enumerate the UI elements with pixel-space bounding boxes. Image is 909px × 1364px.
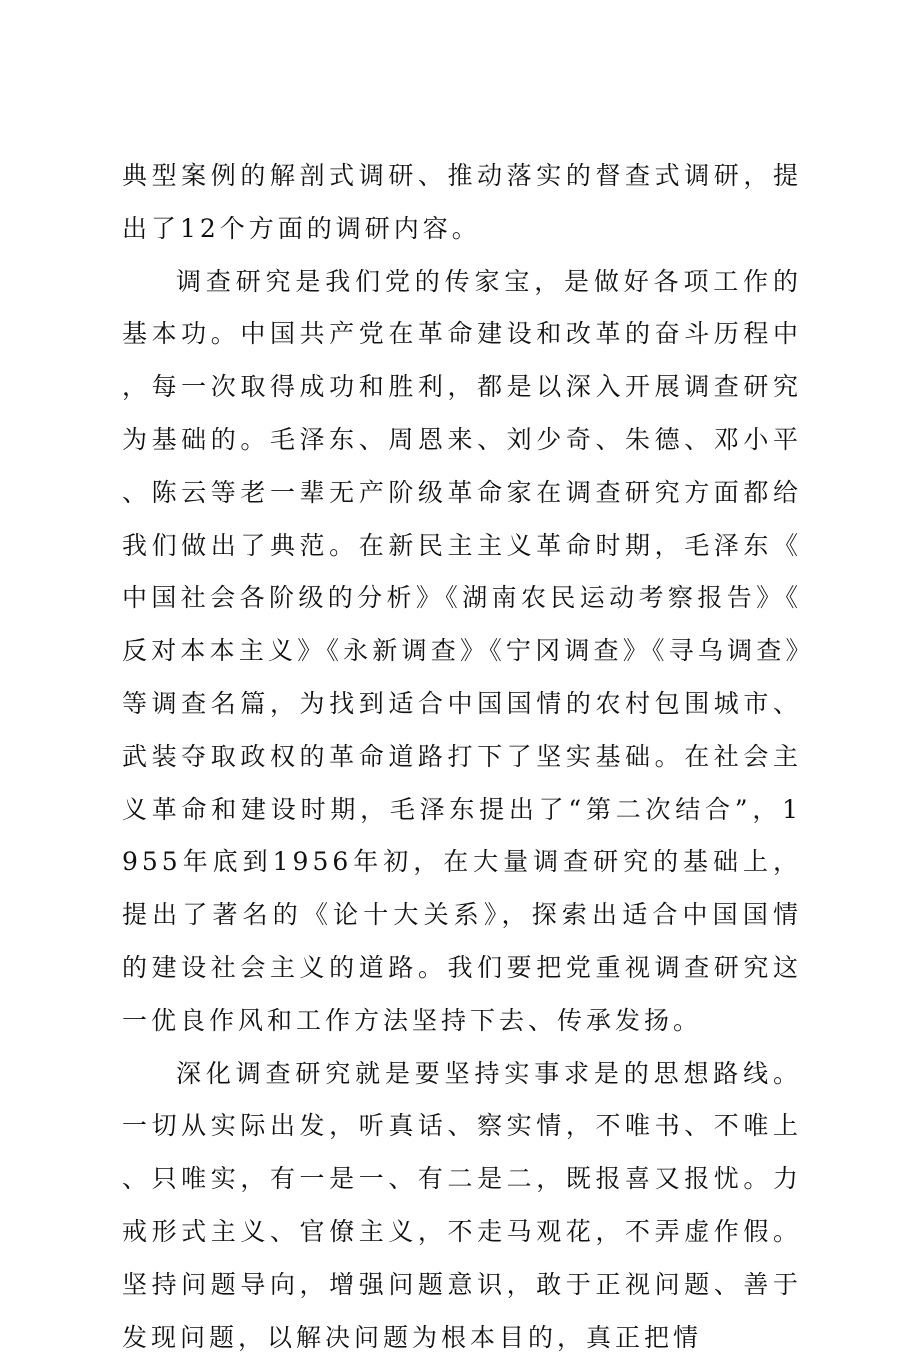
paragraph-research-tradition: 调查研究是我们党的传家宝，是做好各项工作的基本功。中国共产党在革命建设和改革的奋斗历程中，每一次取得成功和胜利，都是以深入开展调查研究为基础的。毛泽东、周恩来、刘少奇、朱德、邓小平、陈云等老一辈无产阶级革命家在调查研究方面都给我们做出了典范。在新民主主义革命时期，毛泽东《中国社会各阶级的分析》《湖南农民运动考察报告》《反对本本主义》《永新调查》《宁冈调查》《寻乌调查》等调查名篇，为找到适合中国国情的农村包围城市、武装夺取政权的革命道路打下了坚实基础。在社会主义革命和建设时期，毛泽东提出了“第二次结合”，1955年底到1956年初，在大量调查研究的基础上，提出了著名的《论十大关系》，探索出适合中国国情的建设社会主义的道路。我们要把党重视调查研究这一优良作风和工作方法坚持下去、传承发扬。 <box>122 266 802 1035</box>
document-body <box>122 150 802 1364</box>
paragraph-continuation: 典型案例的解剖式调研、推动落实的督查式调研，提出了12个方面的调研内容。 <box>122 161 802 243</box>
paragraph-seek-truth: 深化调查研究就是要坚持实事求是的思想路线。一切从实际出发，听真话、察实情，不唯书、不唯上、只唯实，有一是一、有二是二，既报喜又报忧。力戒形式主义、官僚主义，不走马观花，不弄虚作假。坚持问题导向，增强问题意识，敢于正视问题、善于发现问题，以解决问题为根本目的，真正把情 <box>122 1058 802 1352</box>
